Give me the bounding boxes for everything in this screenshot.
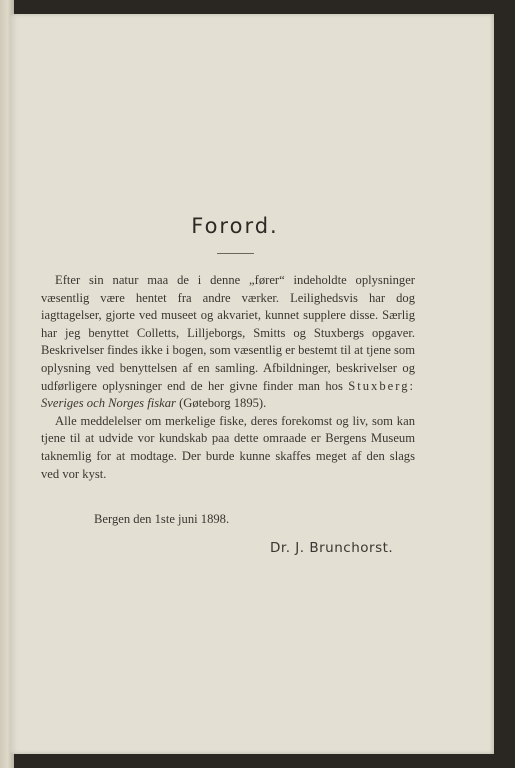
page-title: Forord.	[191, 214, 279, 238]
preface-body	[41, 272, 415, 483]
author-reference: Stuxberg:	[348, 378, 415, 393]
publication-note: (Gøteborg 1895).	[179, 396, 267, 411]
preface-paragraph-2: Alle meddelelser om merkelige fiske, deres forekomst og liv, som kan tjene til at udvide vor kundskab paa dette omraade er Bergens Museum taknemlig for at modtage. Der burde kunne skaffes meget af den slags ved vor kyst.	[41, 413, 415, 481]
signature: Dr. J. Brunchorst.	[270, 540, 394, 556]
book-title-reference: Sveriges och Norges fiskar	[41, 396, 176, 411]
preface-paragraph-1	[41, 272, 415, 413]
paragraph-1-text: Efter sin natur maa de i denne „fører“ indeholdte oplysninger væsentlig være hentet fra andre værker. Leilighedsvis har dog iagttagelser, gjorte ved museet og akvariet, kunnet supplere disse. Særlig har jeg benyttet Colletts, Lilljeborgs, Smitts og Stuxbergs opgaver. Beskrivelser findes ikke i bogen, som væsentlig er bestemt til at tjene som oplysning ved benyttelsen af en samling. Afbildninger, beskrivelser og udførligere oplysninger end de her givne finder man hos	[41, 273, 415, 393]
book-page	[10, 14, 494, 754]
dateline: Bergen den 1ste juni 1898.	[94, 512, 230, 526]
title-rule	[217, 253, 254, 254]
